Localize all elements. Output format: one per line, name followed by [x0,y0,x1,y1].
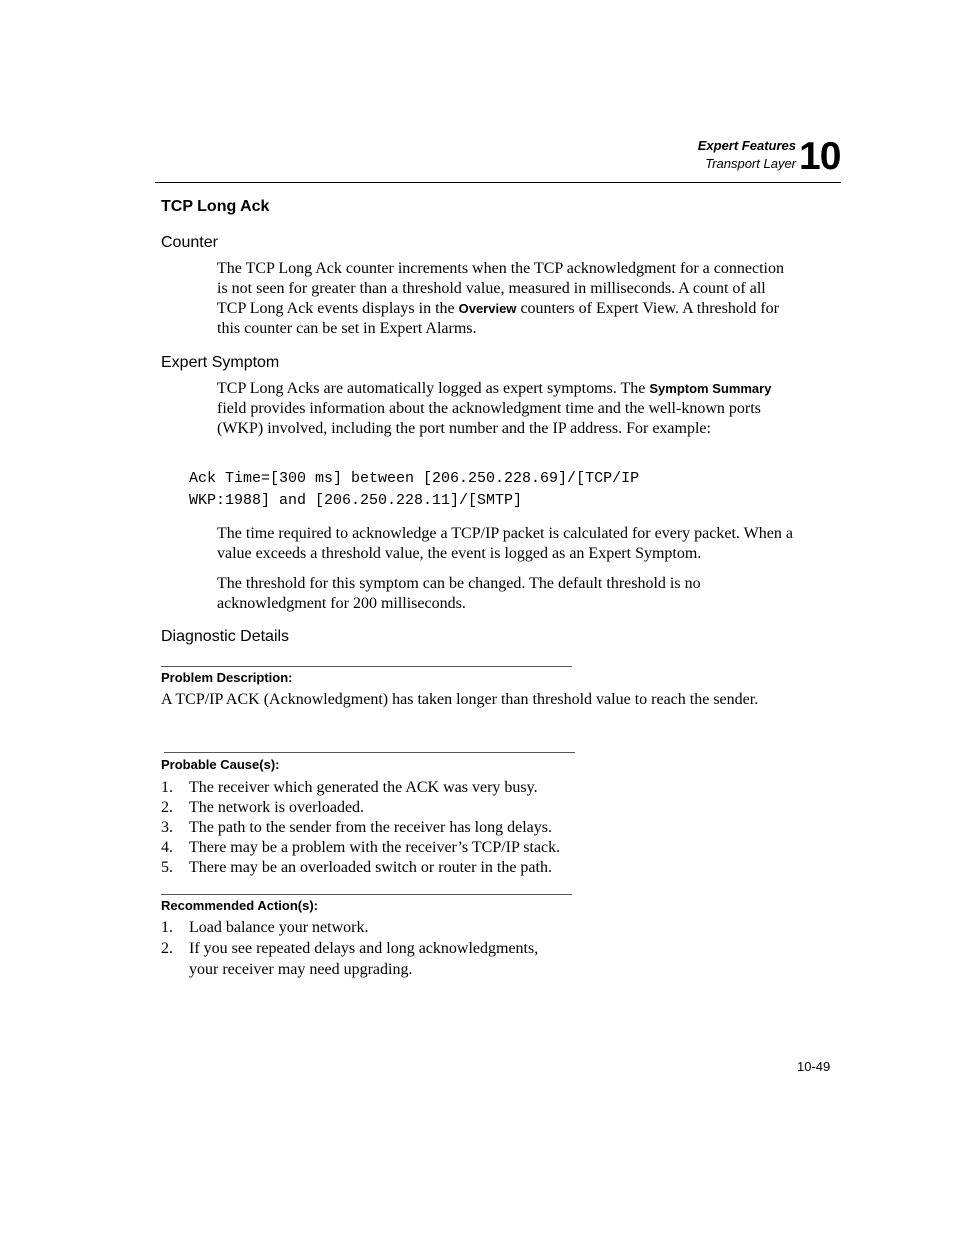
list-number: 4. [161,839,173,856]
list-item [161,858,761,878]
list-item-text: Load balance your network. [189,919,369,936]
code-example-line-2: WKP:1988] and [206.250.228.11]/[SMTP] [189,492,523,509]
page-number: 10-49 [797,1059,831,1074]
expert-symptom-paragraph [217,379,797,439]
problem-description-text: A TCP/IP ACK (Acknowledgment) has taken longer than threshold value to reach the sender. [161,691,759,708]
problem-divider [161,666,572,667]
header-rule [155,182,841,183]
list-item-text: If you see repeated delays and long acknowledgments, your receiver may need upgrading. [189,940,539,978]
symptom-text-before: TCP Long Acks are automatically logged as expert symptoms. The [217,380,650,397]
list-item [161,838,761,858]
running-header-chapter-title: Expert Features [697,138,796,153]
list-item [161,818,761,838]
code-example-line-1: Ack Time=[300 ms] between [206.250.228.69]/[TCP/IP [189,470,640,487]
list-item [161,798,761,818]
counter-text-before: The TCP Long Ack counter increments when the TCP acknowledgment for a connection is not seen for greater than a threshold value, measured in milliseconds. A count of all TCP Long Ack events displays in the [217,260,784,317]
overview-term: Overview [458,301,517,316]
recommended-actions-list [161,918,571,980]
list-item-text: The receiver which generated the ACK was very busy. [189,779,538,796]
list-number: 1. [161,919,173,936]
chapter-number: 10 [799,135,841,178]
probable-causes-list [161,778,761,878]
list-number: 3. [161,819,173,836]
problem-description-label: Problem Description: [161,670,293,685]
list-number: 5. [161,859,173,876]
counter-heading: Counter [161,234,218,251]
section-title: TCP Long Ack [161,198,270,215]
list-item-text: The network is overloaded. [189,799,365,816]
list-number: 1. [161,779,173,796]
symptom-summary-term: Symptom Summary [649,381,772,396]
list-item [161,918,571,938]
list-number: 2. [161,940,173,957]
expert-symptom-heading: Expert Symptom [161,354,280,371]
probable-causes-label: Probable Cause(s): [161,757,280,772]
actions-divider [161,894,572,895]
list-item-text: The path to the sender from the receiver has long delays. [189,819,552,836]
list-item-text: There may be a problem with the receiver’s TCP/IP stack. [189,839,561,856]
symptom-text-after: field provides information about the acknowledgment time and the well-known ports (WKP) involved, including the port number and the IP address. For example: [217,400,761,437]
list-number: 2. [161,799,173,816]
list-item-text: There may be an overloaded switch or router in the path. [189,859,552,876]
running-header-section-title: Transport Layer [705,156,796,171]
diagnostic-details-heading: Diagnostic Details [161,628,290,645]
symptom-paragraph-3: The threshold for this symptom can be changed. The default threshold is no acknowledgment for 200 milliseconds. [217,575,701,612]
list-item [161,938,571,980]
recommended-actions-label: Recommended Action(s): [161,898,318,913]
counter-paragraph [217,259,797,339]
counter-text-after: counters of Expert View. A threshold for this counter can be set in Expert Alarms. [217,300,779,337]
list-item [161,778,761,798]
symptom-paragraph-2: The time required to acknowledge a TCP/IP packet is calculated for every packet. When a value exceeds a threshold value, the event is logged as an Expert Symptom. [217,525,793,562]
causes-divider [164,752,575,753]
